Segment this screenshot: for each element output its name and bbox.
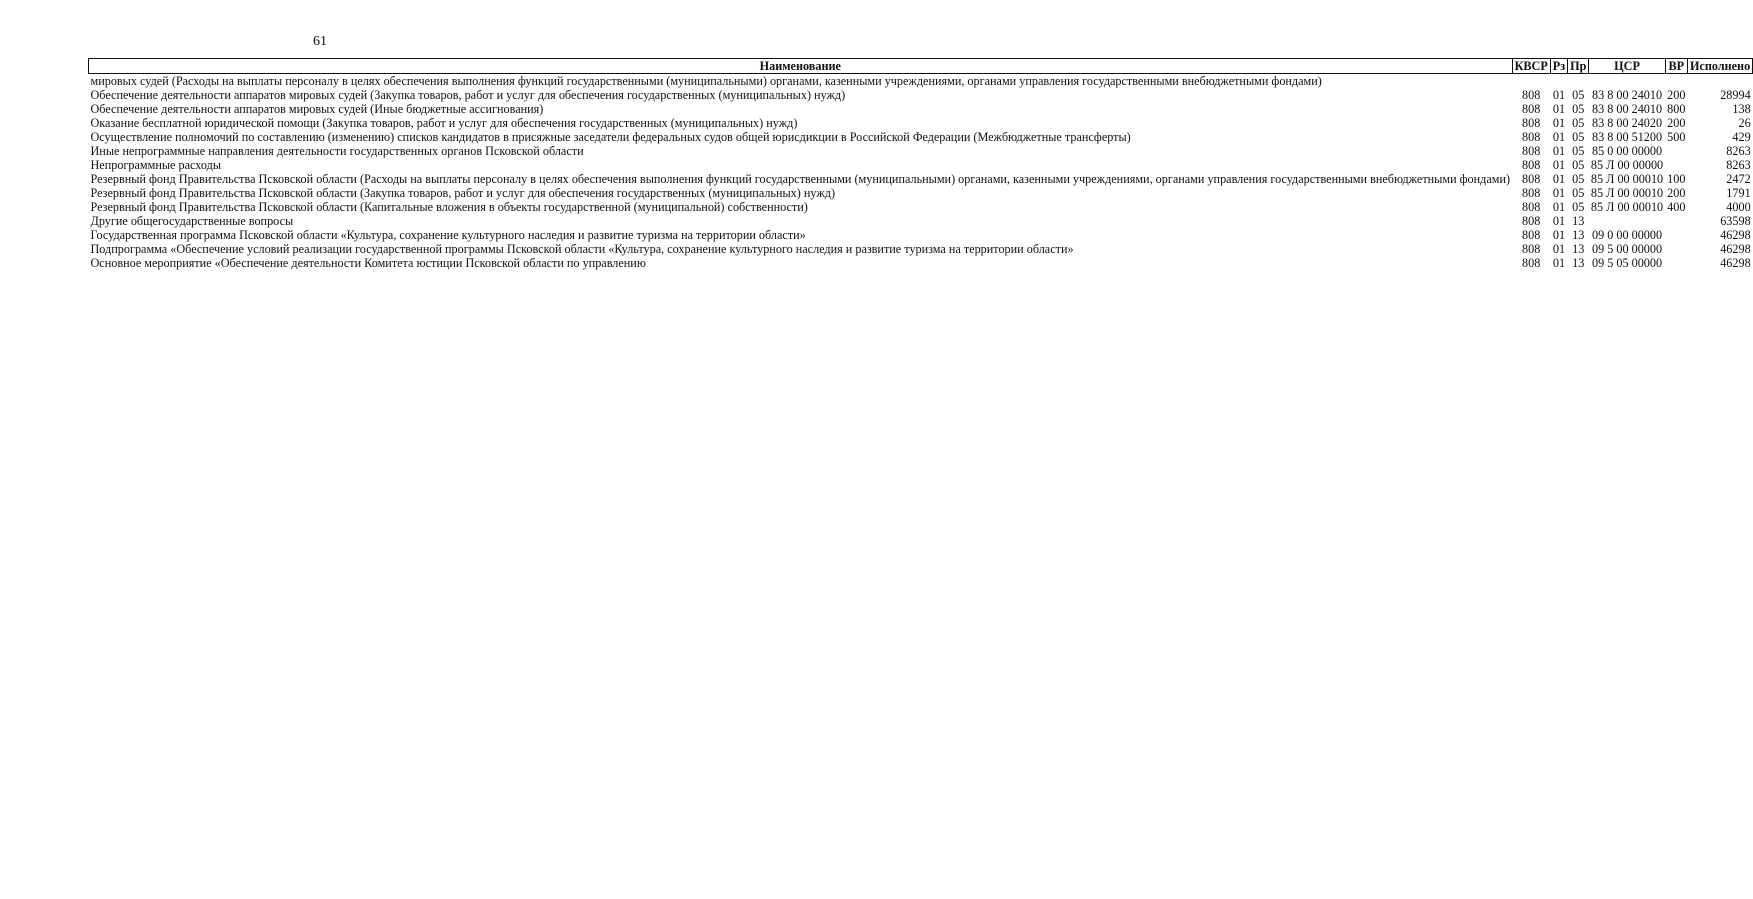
cell-vr (1665, 242, 1687, 256)
cell-vr: 400 (1667, 200, 1686, 214)
cell-rz: 01 (1552, 200, 1566, 214)
cell-kvsr: 808 (1522, 172, 1541, 186)
cell-name: Обеспечение деятельности аппаратов мировых судей (Закупка товаров, работ и услуг для обеспечения государственных (муниципальных) нужд) (90, 88, 846, 102)
cell-pr: 05 (1572, 102, 1585, 116)
table-row (89, 172, 1753, 186)
cell-pr: 05 (1572, 200, 1585, 214)
cell-kvsr (1512, 74, 1550, 89)
header-ispol: Исполнено (1687, 59, 1752, 74)
cell-pr: 13 (1572, 214, 1585, 228)
table-row (89, 144, 1753, 158)
cell-kvsr: 808 (1522, 200, 1541, 214)
cell-vr: 800 (1667, 102, 1686, 116)
cell-vr (1665, 144, 1687, 158)
cell-rz: 01 (1552, 130, 1566, 144)
cell-csr: 83 8 00 24010 (1591, 88, 1663, 102)
cell-name: Резервный фонд Правительства Псковской области (Расходы на выплаты персоналу в целях обеспечения выполнения функций государственными (муниципальными) органами, казенными учреждениями, органами управления государственными внебюджетными фондами) (90, 172, 1511, 186)
cell-kvsr: 808 (1522, 256, 1541, 270)
cell-name: Резервный фонд Правительства Псковской области (Капитальные вложения в объекты государственной (муниципальной) собственности) (90, 200, 808, 214)
table-row (89, 200, 1753, 214)
cell-pr: 05 (1572, 130, 1585, 144)
cell-csr (1589, 74, 1665, 89)
cell-pr: 13 (1572, 228, 1585, 242)
cell-rz: 01 (1552, 228, 1566, 242)
cell-vr: 500 (1667, 130, 1686, 144)
header-name: Наименование (89, 59, 1513, 74)
table-row (89, 116, 1753, 130)
cell-ispol: 8263 (1726, 144, 1751, 158)
cell-csr: 09 5 05 00000 (1591, 256, 1663, 270)
header-csr: ЦСР (1589, 59, 1665, 74)
cell-ispol: 2472 (1726, 172, 1751, 186)
cell-name: Основное мероприятие «Обеспечение деятельности Комитета юстиции Псковской области по управлению (90, 256, 646, 270)
table-row (89, 102, 1753, 116)
cell-vr (1665, 214, 1687, 228)
cell-rz: 01 (1552, 172, 1566, 186)
cell-ispol: 8263 (1726, 158, 1751, 172)
table-row (89, 130, 1753, 144)
cell-pr: 13 (1572, 256, 1585, 270)
cell-ispol: 46298 (1720, 228, 1751, 242)
cell-pr: 13 (1572, 242, 1585, 256)
table-row (89, 242, 1753, 256)
cell-ispol: 429 (1732, 130, 1751, 144)
header-pr: Пр (1568, 59, 1589, 74)
cell-name: Иные непрограммные направления деятельности государственных органов Псковской области (90, 144, 584, 158)
cell-pr: 05 (1572, 172, 1585, 186)
cell-name: Подпрограмма «Обеспечение условий реализации государственной программы Псковской области «Культура, сохранение культурного наследия и развитие туризма на территории области» (90, 242, 1074, 256)
header-rz: Рз (1550, 59, 1567, 74)
cell-kvsr: 808 (1522, 242, 1541, 256)
cell-rz: 01 (1552, 186, 1566, 200)
cell-ispol: 1791 (1726, 186, 1751, 200)
cell-csr: 85 Л 00 00010 (1590, 172, 1664, 186)
header-vr: ВР (1665, 59, 1687, 74)
cell-vr (1665, 74, 1687, 89)
cell-rz: 01 (1552, 102, 1566, 116)
cell-pr: 05 (1572, 186, 1585, 200)
cell-kvsr: 808 (1522, 186, 1541, 200)
cell-rz: 01 (1552, 242, 1566, 256)
table-row (89, 228, 1753, 242)
cell-vr: 200 (1667, 88, 1686, 102)
cell-csr: 83 8 00 24020 (1591, 116, 1663, 130)
cell-ispol: 28994 (1720, 88, 1751, 102)
cell-csr: 85 Л 00 00010 (1590, 200, 1664, 214)
cell-name: Обеспечение деятельности аппаратов мировых судей (Иные бюджетные ассигнования) (90, 102, 544, 116)
cell-ispol: 46298 (1720, 242, 1751, 256)
cell-name: мировых судей (Расходы на выплаты персоналу в целях обеспечения выполнения функций государственными (муниципальными) органами, казенными учреждениями, органами управления государственными внебюджетными фондами) (90, 74, 1322, 88)
cell-kvsr: 808 (1522, 102, 1541, 116)
cell-rz: 01 (1552, 158, 1566, 172)
cell-rz: 01 (1552, 144, 1566, 158)
cell-pr: 05 (1572, 88, 1585, 102)
cell-rz: 01 (1552, 256, 1566, 270)
cell-csr: 09 0 00 00000 (1591, 228, 1663, 242)
cell-ispol: 63598 (1720, 214, 1751, 228)
cell-vr: 100 (1667, 172, 1686, 186)
cell-csr: 09 5 00 00000 (1591, 242, 1663, 256)
table-row (89, 256, 1753, 270)
cell-name: Государственная программа Псковской области «Культура, сохранение культурного наследия и развитие туризма на территории области» (90, 228, 806, 242)
table-row (89, 186, 1753, 200)
cell-kvsr: 808 (1522, 144, 1541, 158)
table-header-row (89, 59, 1753, 74)
cell-csr: 83 8 00 24010 (1591, 102, 1663, 116)
cell-name: Непрограммные расходы (90, 158, 222, 172)
cell-vr: 200 (1667, 186, 1686, 200)
cell-vr (1665, 228, 1687, 242)
cell-kvsr: 808 (1522, 214, 1541, 228)
budget-execution-table (88, 58, 1753, 270)
cell-pr (1568, 74, 1589, 89)
cell-name: Другие общегосударственные вопросы (90, 214, 294, 228)
cell-ispol: 46298 (1720, 256, 1751, 270)
cell-vr: 200 (1667, 116, 1686, 130)
cell-vr (1665, 158, 1687, 172)
cell-rz: 01 (1552, 214, 1566, 228)
cell-kvsr: 808 (1522, 158, 1541, 172)
table-row (89, 158, 1753, 172)
table-row (89, 88, 1753, 102)
cell-pr: 05 (1572, 116, 1585, 130)
cell-name: Резервный фонд Правительства Псковской области (Закупка товаров, работ и услуг для обеспечения государственных (муниципальных) нужд) (90, 186, 836, 200)
cell-rz (1550, 74, 1567, 89)
cell-name: Оказание бесплатной юридической помощи (Закупка товаров, работ и услуг для обеспечения государственных (муниципальных) нужд) (90, 116, 798, 130)
cell-ispol: 4000 (1726, 200, 1751, 214)
cell-name: Осуществление полномочий по составлению (изменению) списков кандидатов в присяжные заседатели федеральных судов общей юрисдикции в Российской Федерации (Межбюджетные трансферты) (90, 130, 1131, 144)
cell-ispol (1687, 74, 1752, 89)
cell-csr: 85 0 00 00000 (1591, 144, 1663, 158)
table-row (89, 214, 1753, 228)
cell-csr: 85 Л 00 00000 (1590, 158, 1664, 172)
cell-kvsr: 808 (1522, 130, 1541, 144)
table-body (89, 74, 1753, 271)
cell-csr: 83 8 00 51200 (1591, 130, 1663, 144)
header-kvsr: КВСР (1512, 59, 1550, 74)
cell-pr: 05 (1572, 158, 1585, 172)
page-number: 61 (313, 34, 327, 49)
cell-kvsr: 808 (1522, 116, 1541, 130)
cell-ispol: 138 (1732, 102, 1751, 116)
table-row (89, 74, 1753, 89)
cell-kvsr: 808 (1522, 88, 1541, 102)
cell-kvsr: 808 (1522, 228, 1541, 242)
cell-ispol: 26 (1738, 116, 1751, 130)
cell-rz: 01 (1552, 88, 1566, 102)
cell-vr (1665, 256, 1687, 270)
cell-pr: 05 (1572, 144, 1585, 158)
cell-csr: 85 Л 00 00010 (1590, 186, 1664, 200)
cell-csr (1589, 214, 1665, 228)
cell-rz: 01 (1552, 116, 1566, 130)
